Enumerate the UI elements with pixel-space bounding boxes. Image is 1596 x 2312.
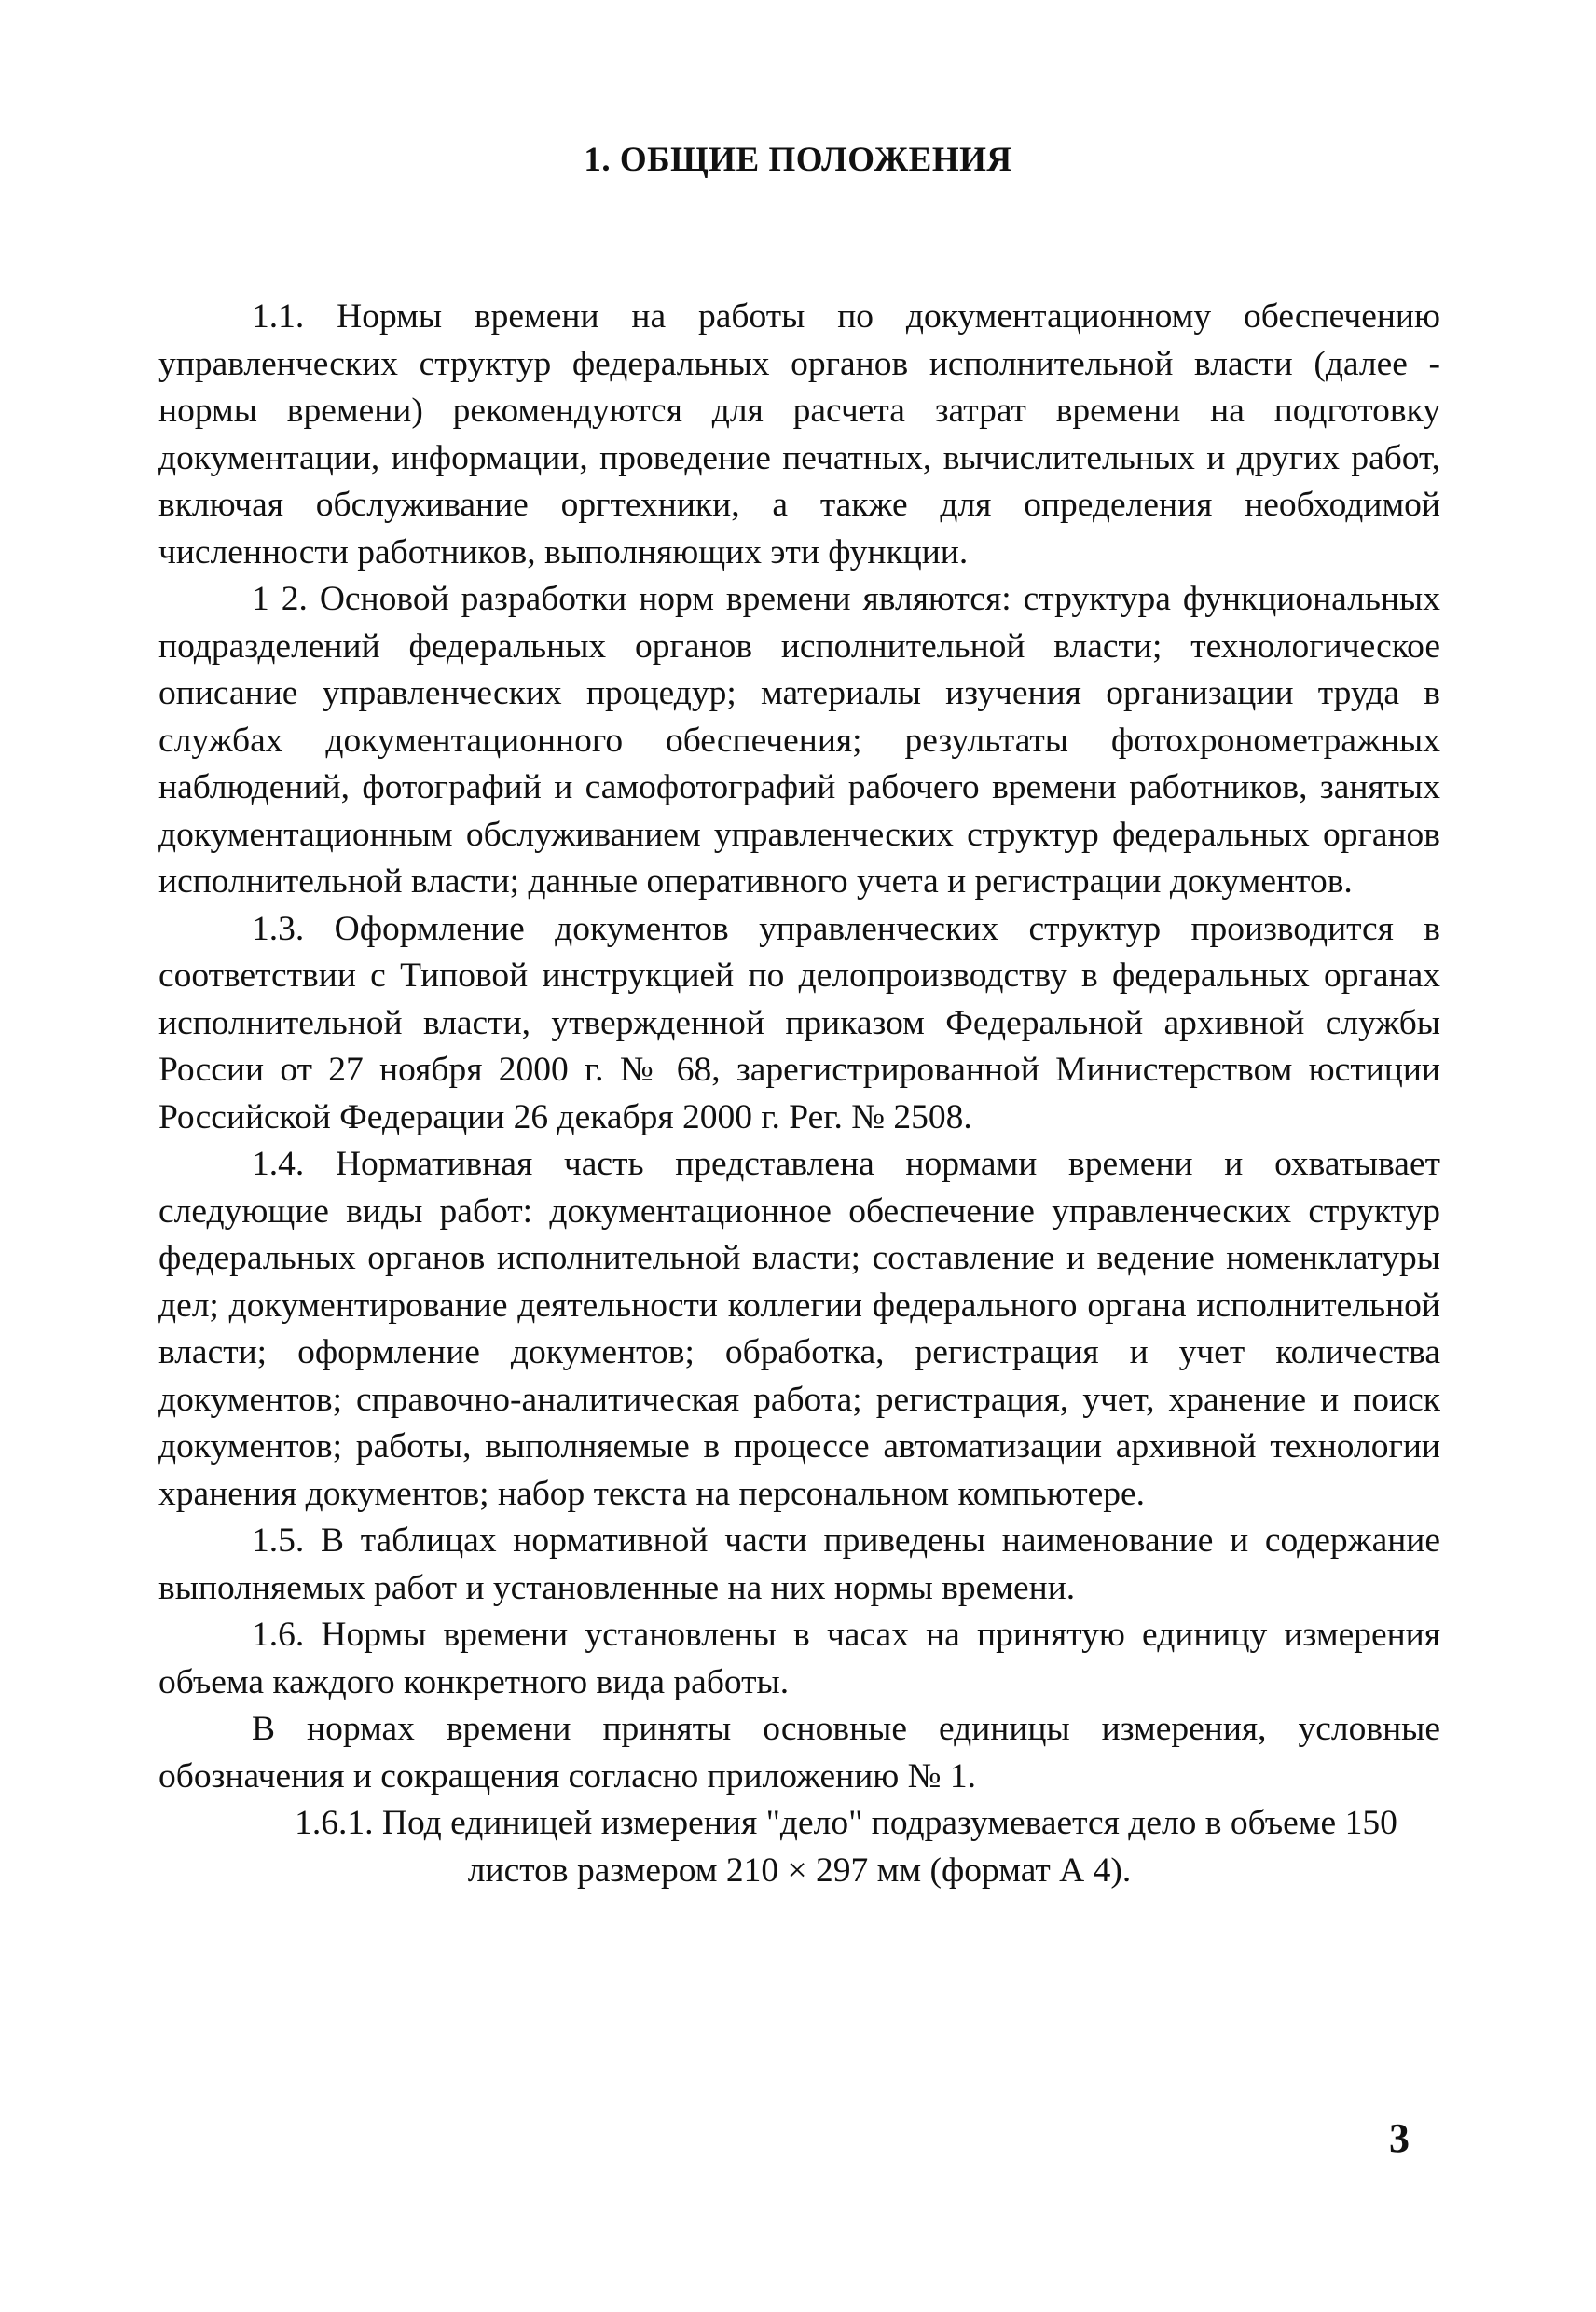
section-title: 1. ОБЩИЕ ПОЛОЖЕНИЯ [584, 141, 1012, 179]
paragraph-1-3: 1.3. Оформление документов управленческих структур производится в соответствии с Типовой инструкцией по делопроизводству в федеральных органах исполнительной власти, утвержденной приказом Федеральной архивной службы России от 27 ноября 2000 г. № 68, зарегистрированной Министерством юстиции Российской Федерации 26 декабря 2000 г. Рег. № 2508. [158, 909, 1440, 1136]
paragraph-1-6: 1.6. Нормы времени установлены в часах на принятую единицу измерения объема каждого конкретного вида работы. [158, 1616, 1440, 1701]
paragraph-1-4: 1.4. Нормативная часть представлена нормами времени и охватывает следующие виды работ: документационное обеспечение управленческих структур федеральных органов исполнительной власти; составление и ведение номенклатуры дел; документирование деятельности коллегии федерального органа исполнительной власти; оформление документов; обработка, регистрация и учет количества документов; справочно-аналитическая работа; регистрация, учет, хранение и поиск документов; работы, выполняемые в процессе автоматизации архивной технологии хранения документов; набор текста на персональном компьютере. [158, 1145, 1440, 1513]
paragraph-1-1: 1.1. Нормы времени на работы по документационному обеспечению управленческих структур федеральных органов исполнительной власти (далее - нормы времени) рекомендуются для расчета затрат времени на подготовку документации, информации, проведение печатных, вычислительных и других работ, включая обслуживание оргтехники, а также для определения необходимой численности работников, выполняющих эти функции. [158, 297, 1440, 571]
paragraph-units: В нормах времени приняты основные единицы измерения, условные обозначения и сокращения согласно приложению № 1. [158, 1710, 1440, 1796]
page-number: 3 [1389, 2115, 1410, 2161]
paragraph-1-2: 1 2. Основой разработки норм времени являются: структура функциональных подразделений федеральных органов исполнительной власти; технологическое описание управленческих процедур; материалы изучения организации труда в службах документационного обеспечения; результаты фотохронометражных наблюдений, фотографий и самофотографий рабочего времени работников, занятых документационным обслуживанием управленческих структур федеральных органов исполнительной власти; данные оперативного учета и регистрации документов. [158, 580, 1440, 901]
document-body [158, 294, 1440, 1894]
paragraph-1-5: 1.5. В таблицах нормативной части приведены наименование и содержание выполняемых работ и установленные на них нормы времени. [158, 1521, 1440, 1607]
paragraph-1-6-1: 1.6.1. Под единицей измерения "дело" подразумевается дело в объеме 150 листов размером 210 × 297 мм (формат А 4). [295, 1804, 1397, 1890]
